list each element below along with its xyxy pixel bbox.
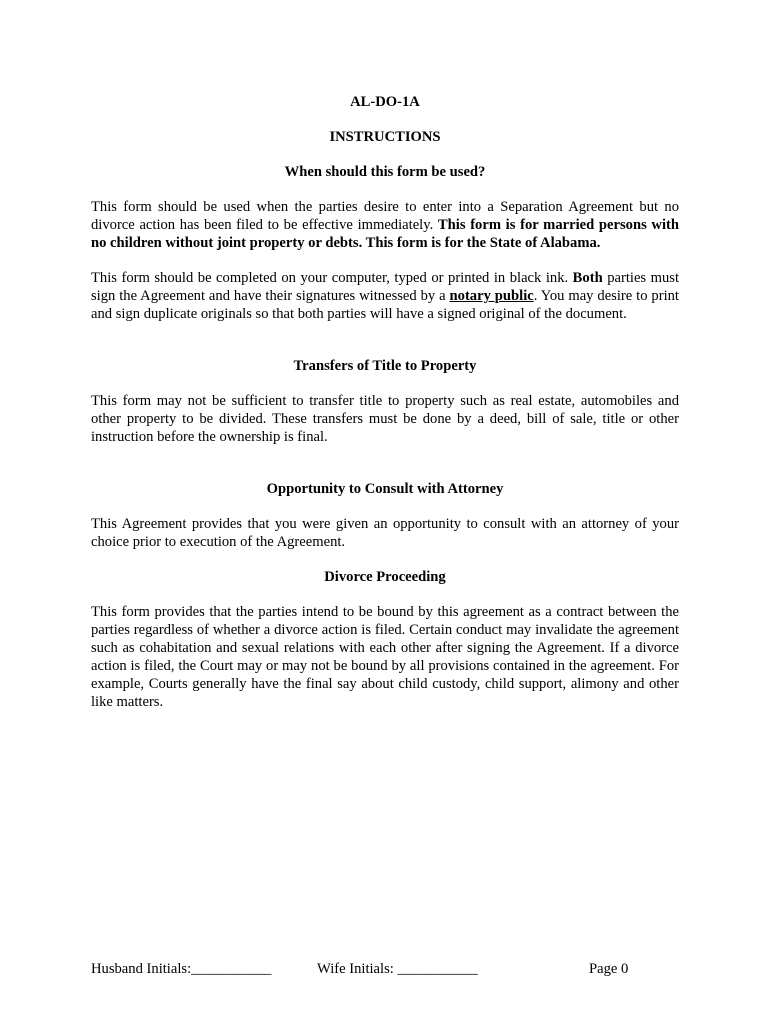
wife-initials-field: Wife Initials: ___________ bbox=[317, 961, 478, 977]
instructions-heading: INSTRUCTIONS bbox=[329, 129, 441, 145]
when-used-p1-text: This form should be used when the parties desire to enter into a Separation Agreement but no divorce action has been filed to be effective immediately. bbox=[91, 199, 679, 233]
husband-initials-field: Husband Initials:___________ bbox=[91, 961, 272, 977]
when-used-p2-text-a: This form should be completed on your computer, typed or printed in black ink. bbox=[91, 270, 573, 286]
notary-public-text: notary public bbox=[449, 288, 534, 304]
attorney-paragraph: This Agreement provides that you were given an opportunity to consult with an attorney of your choice prior to execution of the Agreement. bbox=[91, 516, 679, 550]
divorce-paragraph: This form provides that the parties intend to be bound by this agreement as a contract between the parties regardless of whether a divorce action is filed. Certain conduct may invalidate the agreement such as cohabitation and sexual relations with each other after signing the Agreement. If a divorce action is filed, the Court may or may not be bound by all provisions contained in the agreement. For example, Courts generally have the final say about child custody, child support, alimony and other like matters. bbox=[91, 604, 679, 710]
when-used-paragraph-2 bbox=[91, 269, 679, 323]
attorney-heading: Opportunity to Consult with Attorney bbox=[266, 481, 504, 497]
when-used-p2-text-c: . You may desire to print and sign duplicate originals so that both parties will have a signed original of the document. bbox=[91, 288, 679, 322]
form-id: AL-DO-1A bbox=[350, 94, 420, 110]
when-used-p2-text-b: parties must sign the Agreement and have their signatures witnessed by a bbox=[91, 270, 679, 304]
page-footer bbox=[91, 960, 651, 980]
transfers-heading: Transfers of Title to Property bbox=[293, 358, 477, 374]
when-used-heading: When should this form be used? bbox=[284, 164, 486, 180]
page-number: Page 0 bbox=[589, 961, 629, 977]
when-used-paragraph-1 bbox=[91, 198, 679, 252]
when-used-p2-bold: Both bbox=[572, 270, 603, 286]
transfers-paragraph: This form may not be sufficient to transfer title to property such as real estate, automobiles and other property to be divided. These transfers must be done by a deed, bill of sale, title or other instruction before the ownership is final. bbox=[91, 393, 679, 445]
when-used-p1-bold: This form is for married persons with no children without joint property or debts. This form is for the State of Alabama. bbox=[91, 217, 680, 251]
document-body bbox=[91, 93, 679, 711]
divorce-heading: Divorce Proceeding bbox=[324, 569, 446, 585]
